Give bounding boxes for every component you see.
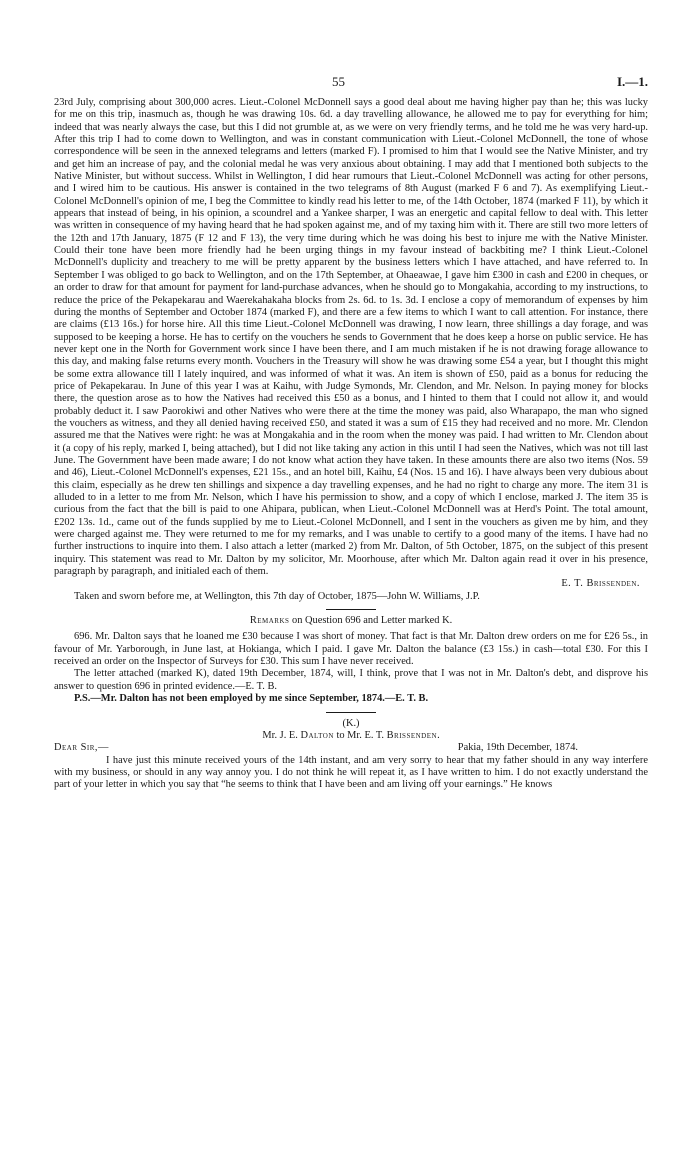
page-number: 55 [332,74,345,89]
section-divider [326,712,376,713]
letter-title-mid: to Mr. E. T. [333,729,387,741]
section-divider [326,609,376,610]
sworn-statement: Taken and sworn before me, at Wellington, this 7th day of October, 1875—John W. Williams, J.P. [74,590,480,602]
document-code: I.—1. [616,74,648,89]
place-date: Pakia, 19th December, 1874. [457,742,578,754]
letter-body: I have just this minute received yours of the 14th instant, and am very sorry to hear that my father should in any way interfere with my business, or should in any way annoy you. I do not think he will repeat it, as I have written to him. I do not exactly understand the part of your letter in which you say that “he seems to think that I have been and am living off your earnings.” He knows [54,754,648,791]
letter-label: (K.) [342,717,360,729]
signature [54,578,648,590]
remarks-paragraph: 696. Mr. Dalton says that he loaned me £30 because I was short of money. That fact is that Mr. Dalton drew orders on me for £26 5s., in favour of Mr. Yarborough, in June last, at Hokianga, which I paid. I gave Mr. Dalton the balance (£3 15s.) in cash—total £30. For this I received an order on the Inspector of Surveys for £30. This sum I have never received. [54,631,648,668]
letter-title-prefix: Mr. J. E. [262,729,301,741]
letter-title [54,730,648,742]
remarks-heading-lead: Remarks [249,615,290,627]
letter-title-to: Brissenden [386,729,438,741]
remarks-heading-rest: on Question 696 and Letter marked K. [289,615,453,627]
salutation: Dear Sir,— [54,742,109,754]
signature-name: E. T. Brissenden. [561,578,640,590]
letter-head [54,742,648,754]
remarks-heading [54,615,648,627]
postscript: P.S.—Mr. Dalton has not been employed by me since September, 1874.—E. T. B. [74,693,429,705]
letter-title-from: Dalton [300,729,334,741]
page-header [0,76,700,90]
evidence-paragraph: 23rd July, comprising about 300,000 acres. Lieut.-Colonel McDonnell says a good deal about me having higher pay than he; this was lucky for me on this trip, inasmuch as, though he was drawing 10s. 6d. a day travelling allowance, he allowed me to pay for everything for him; indeed that was nearly always the case, but this I did not grumble at, as we were on very friendly terms, and he told me he was very hard-up. After this trip I had to come down to Wellington, and was in constant communication with Lieut.-Colonel McDonnell, the tone of whose correspondence will be seen in the annexed telegrams and letters (marked F). I promised to him that I would see the Native Minister, and try and get him an increase of pay, and the colonial medal he was very anxious about obtaining. I may add that I mentioned both subjects to the Native Minister, but without success. Whilst in Wellington, I did hear rumours that Lieut.-Colonel McDonnell was acting for other persons, and I wired him to be cautious. His answer is contained in the two telegrams of 8th August (marked F 6 and 7). As exemplifying Lieut.-Colonel McDonnell's opinion of me, I beg the Committee to kindly read his letter to me, of the 14th October, 1874 (marked F 11), by which it appears that instead of being, in his opinion, a scoundrel and a Yankee sharper, I was an energetic and capital fellow to deal with. This letter was written in consequence of my having heard that he had spoken against me, and of my taxing him with it. There are still two more letters of the 12th and 17th January, 1875 (F 12 and F 13), the very time during which he was doing his best to injure me with the Native Minister. Could their tone have been more friendly had he been urging things in my favour instead of backbiting me? I think Lieut.-Colonel McDonnell's duplicity and treachery to me will be pretty apparent by the business letters which I have attached, and have referred to. In September I was obliged to go back to Wellington, and on the 17th September, at Ohaeawae, I gave him £300 in cash and £200 in cheques, or an order to draw for that amount for payment for land-purchase advances, when he should go to Mongakahia, according to my instructions, to reduce the price of the Pekapekarau and Waerekahakaha blocks from 2s. 6d. to 1s. 3d. I enclose a copy of memorandum of expenses by him during the months of September and October 1874 (marked F), and there are a few items to which I want to call attention. For instance, there are claims (£13 16s.) for horse hire. All this time Lieut.-Colonel McDonnell was drawing, I now learn, three shillings a day forage, and was supposed to be keeping a horse. He has to certify on the vouchers he sends to Government that he does keep a horse on public service. He has never kept one in the North for Government work since I have been there, and I am much mistaken if he is not drawing forage allowance to this day, and making false returns every month. Vouchers in the Treasury will show he was drawing some £54 a year, but I thought this might be some extra allowance till I lately inquired, and was informed of what it was. An item is shown of £50, paid as a bonus for reducing the price of Pekapekarau. In June of this year I was at Kaihu, with Judge Symonds, Mr. Clendon, and Mr. Nelson. In paying money for blocks there, the question arose as to how the Natives had received this £50 as a bonus, and I hinted to them that I could not allow it, and would probably deduct it. I saw Paorokiwi and other Natives who were there at the time the money was paid, also Wharapapo, the man who signed the vouchers as witness, and they all denied having received £50, and stated it was a sum of £15 they had received and no more. Mr. Clendon assured me that the Natives were right: he was at Mongakahia and in the room when the money was paid. I had written to Mr. Clendon about it (a copy of his reply, marked I, being attached), but I did not like taking any action in this until I had seen the Natives, which was not till last June. The Government have been made aware; I do not know what action they have taken. In these amounts there are also two items (Nos. 59 and 46), Lieut.-Colonel McDonnell's expenses, £21 15s., and an hotel bill, Kaihu, £4 (Nos. 15 and 16). I have always been very dubious about this claim, especially as he drew ten shillings and sixpence a day travelling expenses, and he had no right to charge any more. The item 31 is alluded to in a letter to me from Mr. Nelson, which I have his permission to show, and a copy of which I enclose, marked J. The item 35 is curious from the fact that the bill is paid to one Ahipara, publican, when Lieut.-Colonel McDonnell was at Herd's Point. The total amount, £202 13s. 1d., came out of the funds supplied by me to Lieut.-Colonel McDonnell, and I sent in the vouchers as given me by him, and they were charged against me. They were returned to me for my remarks, and I was unable to certify to a good many of the items. I have had no further instructions to inquire into them. I also attach a letter (marked 2) from Mr. Dalton, of 5th October, 1875, on the subject of this present inquiry. This statement was read to Mr. Dalton by my solicitor, Mr. Moorhouse, after which Mr. Dalton again read it over in his presence, paragraph by paragraph, and initialed each of them. [54,97,648,578]
remarks-paragraph: The letter attached (marked K), dated 19th December, 1874, will, I think, prove that I was not in Mr. Dalton's debt, and disprove his answer to question 696 in printed evidence.—E. T. B. [54,668,648,692]
document-body [54,97,648,792]
letter-title-end: . [437,729,440,741]
